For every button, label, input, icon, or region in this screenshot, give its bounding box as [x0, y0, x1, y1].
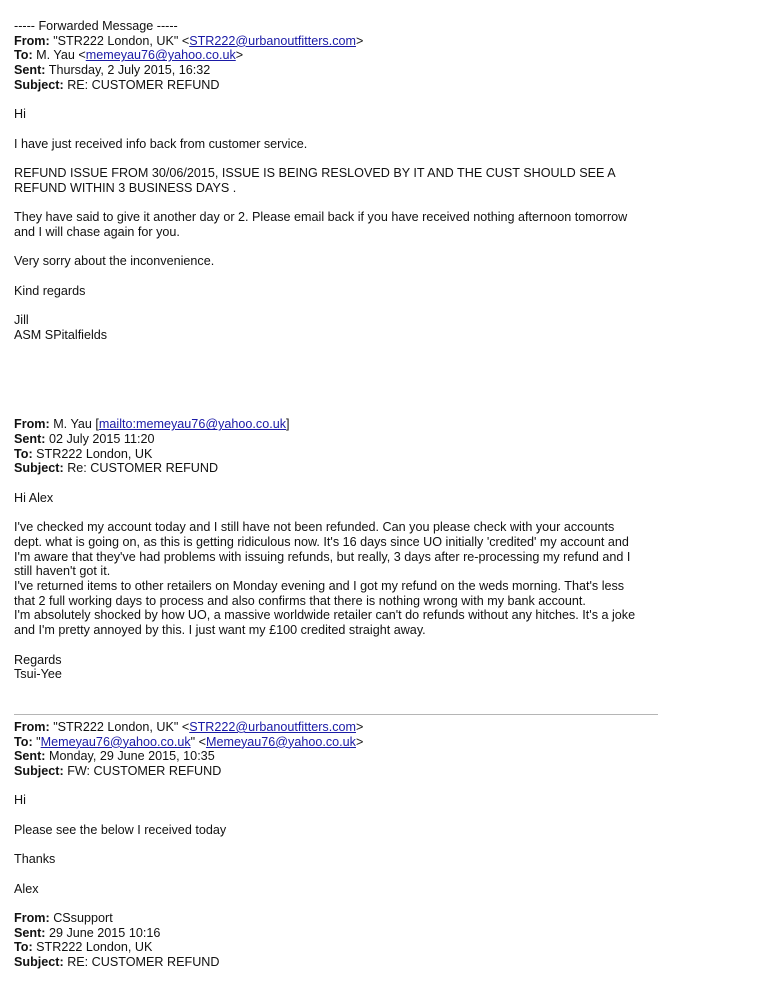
sent-value: Monday, 29 June 2015, 10:35 — [48, 749, 215, 764]
body-paragraph: and I will chase again for you. — [14, 224, 180, 239]
to-value: STR222 London, UK — [36, 446, 153, 461]
signature-name: Tsui-Yee — [14, 667, 62, 682]
sent-label: Sent: — [14, 925, 46, 940]
subject-value: Re: CUSTOMER REFUND — [67, 461, 219, 476]
sent-label: Sent: — [14, 432, 46, 447]
bracket: > — [235, 48, 244, 63]
from-label: From: — [14, 417, 50, 432]
subject-line — [14, 955, 654, 970]
to-line — [14, 735, 654, 750]
greeting: Hi Alex — [14, 490, 54, 505]
to-label: To: — [14, 48, 33, 63]
thanks: Thanks — [14, 852, 56, 867]
sent-value: 29 June 2015 10:16 — [48, 925, 161, 940]
subject-label: Subject: — [14, 461, 64, 476]
to-email-link[interactable]: Memeyau76@yahoo.co.uk — [205, 734, 356, 749]
greeting: Hi — [14, 793, 26, 808]
sent-label: Sent: — [14, 749, 46, 764]
sent-line — [14, 63, 654, 78]
to-name: M. Yau < — [36, 48, 86, 63]
to-label: To: — [14, 940, 33, 955]
from-value: CSsupport — [53, 911, 113, 926]
from-name: "STR222 London, UK" < — [53, 719, 190, 734]
message-2 — [14, 417, 654, 682]
body-line: I've returned items to other retailers on Monday evening and I got my refund on the weds morning. That's less — [14, 579, 625, 594]
sent-line — [14, 749, 654, 764]
from-email-link[interactable]: STR222@urbanoutfitters.com — [189, 33, 356, 48]
sent-value: Thursday, 2 July 2015, 16:32 — [48, 63, 211, 78]
signature-title: ASM SPitalfields — [14, 327, 108, 342]
bracket: > — [355, 33, 364, 48]
signoff: Kind regards — [14, 283, 86, 298]
body-paragraph: REFUND WITHIN 3 BUSINESS DAYS . — [14, 180, 237, 195]
greeting: Hi — [14, 107, 26, 122]
body-paragraph: They have said to give it another day or 2. Please email back if you have received nothing afternoon tomorrow — [14, 210, 628, 225]
from-name: M. Yau [ — [53, 417, 99, 432]
body-line: I'm absolutely shocked by how UO, a massive worldwide retailer can't do refunds without any hitches. It's a joke — [14, 608, 636, 623]
from-line — [14, 720, 654, 735]
signature-name: Jill — [14, 312, 29, 327]
to-email-link[interactable]: memeyau76@yahoo.co.uk — [85, 48, 236, 63]
body-line: still haven't got it. — [14, 564, 111, 579]
subject-value: RE: CUSTOMER REFUND — [67, 955, 220, 970]
forwarded-banner: ----- Forwarded Message ----- — [14, 19, 178, 33]
sent-value: 02 July 2015 11:20 — [48, 432, 155, 447]
from-name: "STR222 London, UK" < — [53, 33, 190, 48]
subject-value: RE: CUSTOMER REFUND — [67, 77, 220, 92]
to-label: To: — [14, 446, 33, 461]
subject-label: Subject: — [14, 77, 64, 92]
sent-line — [14, 432, 654, 447]
to-label: To: — [14, 734, 33, 749]
from-label: From: — [14, 33, 50, 48]
quote: " — [36, 734, 41, 749]
body-line: and I'm pretty annoyed by this. I just want my £100 credited straight away. — [14, 623, 426, 638]
from-label: From: — [14, 911, 50, 926]
to-value: STR222 London, UK — [36, 940, 153, 955]
signature-name: Alex — [14, 881, 39, 896]
subject-label: Subject: — [14, 955, 64, 970]
body-line: I've checked my account today and I still have not been refunded. Can you please check with your accounts — [14, 520, 615, 535]
body-line: that 2 full working days to process and also confirms that there is nothing wrong with my bank account. — [14, 593, 586, 608]
subject-value: FW: CUSTOMER REFUND — [67, 764, 222, 779]
bracket: ] — [286, 417, 290, 432]
from-email-link[interactable]: STR222@urbanoutfitters.com — [189, 719, 356, 734]
subject-line — [14, 764, 654, 779]
to-line — [14, 940, 654, 955]
from-label: From: — [14, 719, 50, 734]
subject-line — [14, 461, 654, 476]
from-line — [14, 417, 654, 432]
from-line — [14, 911, 654, 926]
body-line: dept. what is going on, as this is getting ridiculous now. It's 16 days since UO initially 'credited' my account and — [14, 534, 629, 549]
to-line — [14, 48, 654, 63]
email-thread — [14, 19, 654, 970]
subject-label: Subject: — [14, 764, 64, 779]
quote-bracket: " < — [190, 734, 206, 749]
to-line — [14, 447, 654, 462]
signoff: Regards — [14, 652, 62, 667]
message-1 — [14, 19, 654, 342]
body-paragraph: REFUND ISSUE FROM 30/06/2015, ISSUE IS BEING RESLOVED BY IT AND THE CUST SHOULD SEE A — [14, 165, 616, 180]
subject-line — [14, 78, 654, 93]
bracket: > — [355, 719, 364, 734]
from-line — [14, 34, 654, 49]
body-paragraph: I have just received info back from customer service. — [14, 136, 308, 151]
body-paragraph: Please see the below I received today — [14, 822, 227, 837]
from-email-link[interactable]: mailto:memeyau76@yahoo.co.uk — [98, 417, 287, 432]
sent-label: Sent: — [14, 63, 46, 78]
message-3 — [14, 720, 654, 911]
sent-line — [14, 926, 654, 941]
to-name-link[interactable]: Memeyau76@yahoo.co.uk — [40, 734, 191, 749]
bracket: > — [355, 734, 364, 749]
body-line: I'm aware that they've had problems with issuing refunds, but really, 3 days after re-processing my refund and I — [14, 549, 631, 564]
body-paragraph: Very sorry about the inconvenience. — [14, 254, 215, 269]
message-4 — [14, 911, 654, 970]
